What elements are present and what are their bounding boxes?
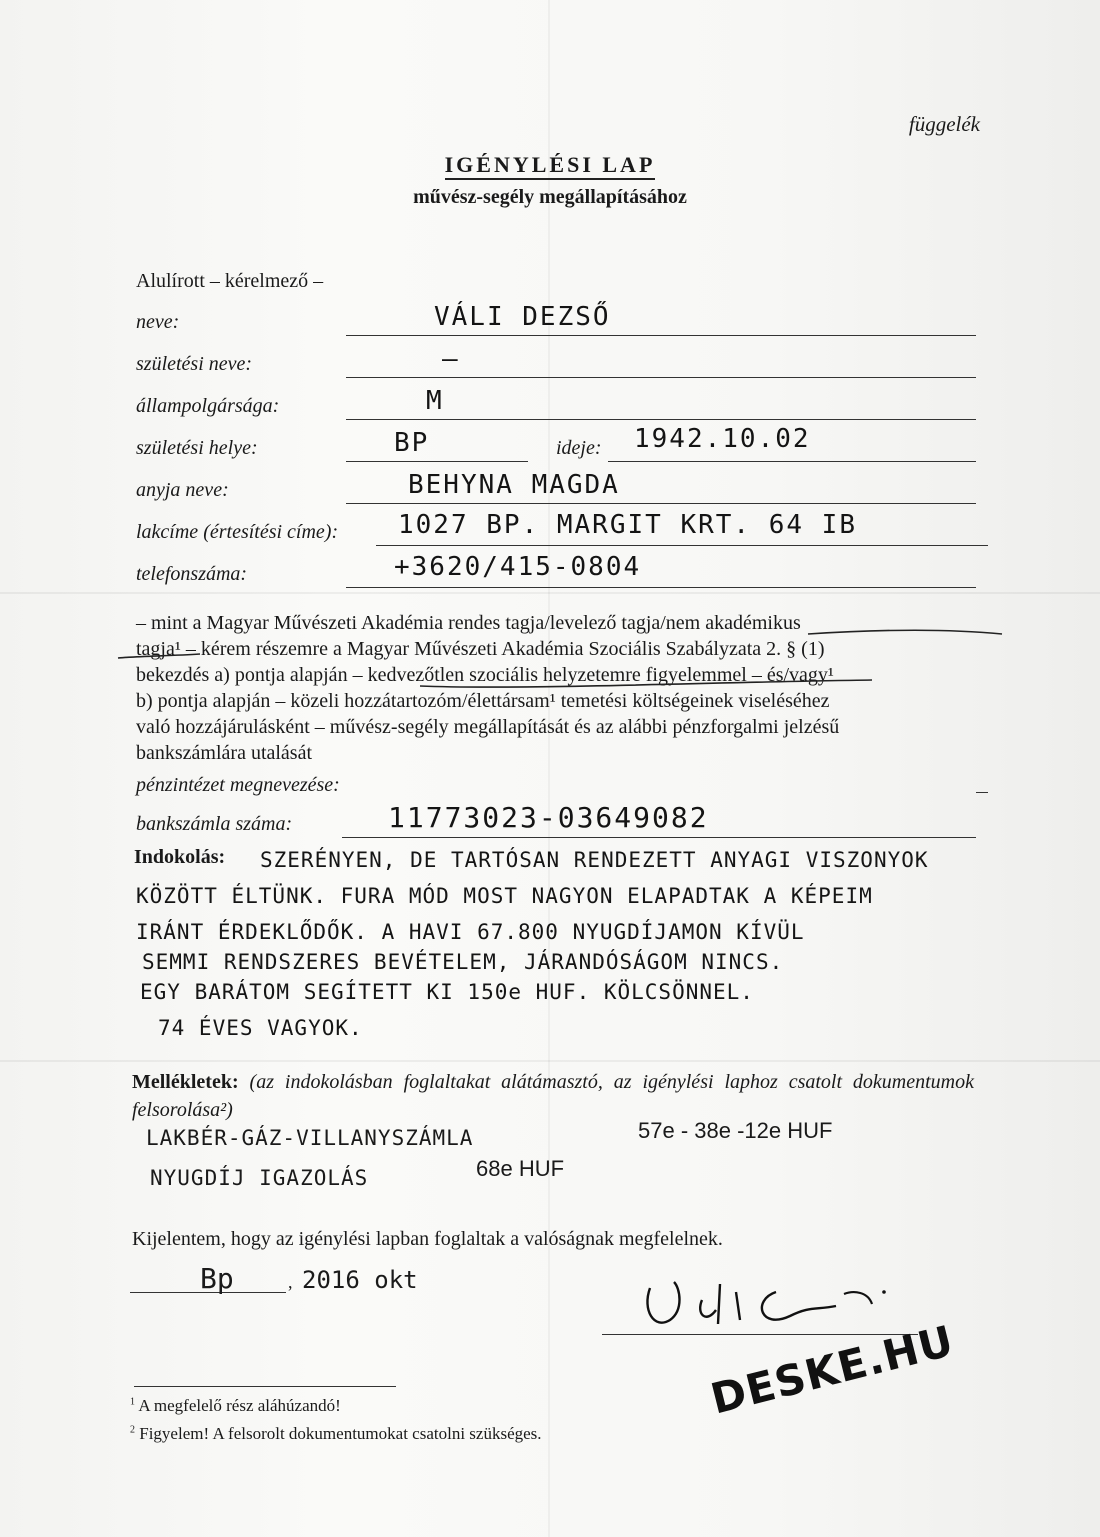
field-value[interactable]: 11773023-03649082	[388, 801, 709, 834]
field-value[interactable]: 1942.10.02	[634, 424, 811, 454]
field-label: születési helye:	[136, 437, 258, 459]
field-label: ideje:	[556, 437, 602, 459]
field-label: születési neve:	[136, 353, 253, 375]
declaration-text: Kijelentem, hogy az igénylési lapban foglaltak a valóságnak megfelelnek.	[132, 1228, 723, 1250]
appendix-label: függelék	[908, 112, 980, 136]
field-value[interactable]: –	[442, 344, 460, 374]
field-value[interactable]: M	[426, 386, 444, 416]
deske-logo: DESKE.HU	[706, 1315, 959, 1424]
signature	[640, 1270, 900, 1339]
field-line	[342, 837, 976, 838]
footnote-1: $^1$ A megfelelő rész aláhúzandó!	[130, 1396, 341, 1415]
paragraph-line: – mint a Magyar Művészeti Akadémia rendes tagja/levelező tagja/nem akadémikus	[136, 612, 801, 634]
form-title: IGÉNYLÉSI LAP	[0, 152, 1100, 178]
paragraph-line: b) pontja alapján – közeli hozzátartozóm/élettársam¹ temetési költségeinek viseléséhez	[136, 690, 830, 712]
paper-fold	[0, 1060, 1100, 1062]
justification-line: IRÁNT ÉRDEKLŐDŐK. A HAVI 67.800 NYUGDÍJAMON KÍVÜL	[136, 920, 805, 944]
pen-underlines	[0, 0, 1100, 700]
justification-line: SZERÉNYEN, DE TARTÓSAN RENDEZETT ANYAGI VISZONYOK	[260, 848, 929, 872]
field-label: telefonszáma:	[136, 563, 248, 585]
field-value[interactable]: VÁLI DEZSŐ	[434, 302, 611, 332]
margin-mark	[976, 792, 988, 793]
footnote-2: $^2$ Figyelem! A felsorolt dokumentumokat csatolni szükséges.	[130, 1424, 542, 1443]
bank-institution-label: pénzintézet megnevezése:	[136, 774, 340, 796]
footnote-separator	[134, 1386, 396, 1387]
field-value[interactable]: 1027 BP. MARGIT KRT. 64 IB	[398, 510, 857, 540]
field-label: anyja neve:	[136, 479, 229, 501]
date-value[interactable]: 2016 okt	[302, 1266, 418, 1294]
attachment-amount: 57e - 38e -12e HUF	[638, 1118, 833, 1143]
attachments-description: (az indokolásban foglaltakat alátámasztó, az igénylési laphoz csatolt dokumentumok felsorolása²)	[132, 1071, 975, 1121]
attachments-label: Mellékletek:	[132, 1071, 239, 1093]
attachment-amount: 68e HUF	[476, 1156, 565, 1181]
form-subtitle: művész-segély megállapításához	[413, 186, 687, 208]
place-value[interactable]: Bp	[200, 1262, 234, 1295]
intro-text: Alulírott – kérelmező –	[136, 270, 324, 292]
field-bank-account	[136, 800, 976, 840]
justification-line: SEMMI RENDSZERES BEVÉTELEM, JÁRANDÓSÁGOM NINCS.	[142, 950, 784, 974]
paragraph-line: bekezdés a) pontja alapján – kedvezőtlen szociális helyzetemre figyelemmel – és/vagy¹	[136, 664, 834, 686]
justification-line: KÖZÖTT ÉLTÜNK. FURA MÓD MOST NAGYON ELAPADTAK A KÉPEIM	[136, 884, 873, 908]
field-label: bankszámla száma:	[136, 813, 293, 835]
field-value[interactable]: BP	[394, 428, 430, 458]
field-label: lakcíme (értesítési címe):	[136, 521, 339, 543]
signature-drawing	[640, 1270, 900, 1334]
attachment-handwritten: NYUGDÍJ IGAZOLÁS	[150, 1166, 369, 1190]
attachment-handwritten: LAKBÉR-GÁZ-VILLANYSZÁMLA	[146, 1126, 474, 1150]
field-label: neve:	[136, 311, 180, 333]
paragraph-line: való hozzájárulásként – művész-segély megállapítását és az alábbi pénzforgalmi jelzésű	[136, 716, 840, 738]
place-comma: ,	[288, 1272, 293, 1292]
field-value[interactable]: BEHYNA MAGDA	[408, 470, 620, 500]
field-label: állampolgársága:	[136, 395, 280, 417]
justification-label: Indokolás:	[134, 846, 226, 868]
justification-line: 74 ÉVES VAGYOK.	[158, 1016, 363, 1040]
paragraph-line: bankszámlára utalását	[136, 742, 313, 764]
justification-line: EGY BARÁTOM SEGÍTETT KI 150e HUF. KÖLCSÖNNEL.	[140, 980, 754, 1004]
paragraph-line: tagja¹ – kérem részemre a Magyar Művészeti Akadémia Szociális Szabályzata 2. § (1)	[136, 638, 825, 660]
field-value[interactable]: +3620/415-0804	[394, 552, 642, 582]
attachments	[132, 1068, 974, 1124]
